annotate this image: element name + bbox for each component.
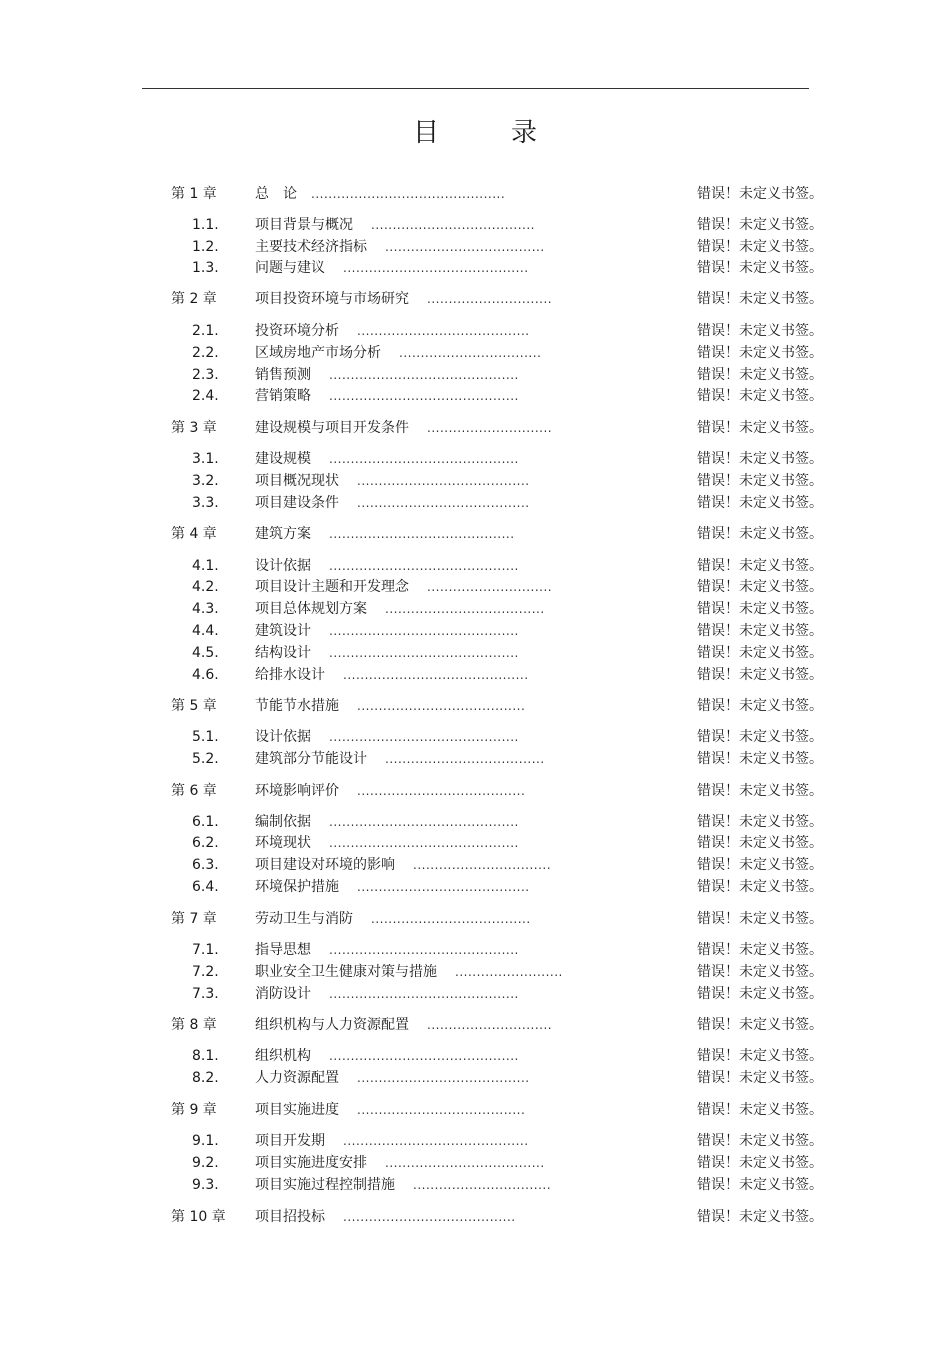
toc-chapter-row[interactable] bbox=[0, 418, 950, 438]
toc-dot-leader: ............................................ bbox=[329, 836, 519, 850]
toc-dot-leader: ........................................ bbox=[357, 496, 530, 510]
toc-entry-title: 人力资源配置 bbox=[255, 1070, 339, 1086]
toc-page-reference: 错误！未定义书签。 bbox=[697, 451, 823, 467]
toc-chapter-row[interactable] bbox=[0, 289, 950, 309]
toc-dot-leader: ..................................... bbox=[385, 752, 545, 766]
toc-page-reference: 错误！未定义书签。 bbox=[697, 814, 823, 830]
toc-section-row[interactable] bbox=[0, 1068, 950, 1088]
toc-chapter-row[interactable] bbox=[0, 909, 950, 929]
toc-section-row[interactable] bbox=[0, 386, 950, 406]
toc-entry-title: 项目建设对环境的影响 bbox=[255, 857, 395, 873]
toc-entry-title: 项目建设条件 bbox=[255, 495, 339, 511]
toc-dot-leader: ..................................... bbox=[385, 602, 545, 616]
toc-entry-number: 8.2. bbox=[192, 1070, 219, 1086]
toc-section-row[interactable] bbox=[0, 643, 950, 663]
toc-chapter-row[interactable] bbox=[0, 1100, 950, 1120]
toc-page-reference: 错误！未定义书签。 bbox=[697, 526, 823, 542]
toc-entry-title: 环境影响评价 bbox=[255, 783, 339, 799]
toc-entry-number: 4.4. bbox=[192, 623, 219, 639]
toc-dot-leader: ........................................... bbox=[343, 668, 529, 682]
toc-section-row[interactable] bbox=[0, 833, 950, 853]
toc-chapter-row[interactable] bbox=[0, 1015, 950, 1035]
toc-entry-number: 第 7 章 bbox=[171, 911, 217, 927]
toc-entry-number: 6.2. bbox=[192, 835, 219, 851]
toc-dot-leader: ........................................ bbox=[357, 880, 530, 894]
toc-chapter-row[interactable] bbox=[0, 524, 950, 544]
toc-page-reference: 错误！未定义书签。 bbox=[697, 323, 823, 339]
toc-page-reference: 错误！未定义书签。 bbox=[697, 1155, 823, 1171]
toc-dot-leader: ..................................... bbox=[371, 912, 531, 926]
toc-dot-leader: ............................................ bbox=[329, 559, 519, 573]
toc-page-reference: 错误！未定义书签。 bbox=[697, 345, 823, 361]
toc-entry-number: 第 3 章 bbox=[171, 420, 217, 436]
toc-entry-title: 劳动卫生与消防 bbox=[255, 911, 353, 927]
toc-dot-leader: ........................................... bbox=[343, 1134, 529, 1148]
toc-entry-number: 9.2. bbox=[192, 1155, 219, 1171]
toc-entry-number: 7.2. bbox=[192, 964, 219, 980]
toc-entry-number: 第 9 章 bbox=[171, 1102, 217, 1118]
toc-dot-leader: ........................................ bbox=[357, 324, 530, 338]
toc-entry-title: 项目招投标 bbox=[255, 1209, 325, 1225]
toc-entry-number: 2.4. bbox=[192, 388, 219, 404]
toc-entry-title: 节能节水措施 bbox=[255, 698, 339, 714]
toc-page-reference: 错误！未定义书签。 bbox=[697, 835, 823, 851]
toc-entry-number: 2.3. bbox=[192, 367, 219, 383]
toc-entry-title: 问题与建议 bbox=[255, 260, 325, 276]
toc-dot-leader: ........................................ bbox=[357, 1071, 530, 1085]
toc-entry-title: 环境现状 bbox=[255, 835, 311, 851]
toc-section-row[interactable] bbox=[0, 877, 950, 897]
toc-page-reference: 错误！未定义书签。 bbox=[697, 783, 823, 799]
toc-entry-number: 第 8 章 bbox=[171, 1017, 217, 1033]
toc-page-reference: 错误！未定义书签。 bbox=[697, 388, 823, 404]
toc-entry-number: 9.1. bbox=[192, 1133, 219, 1149]
title-char-1: 目 bbox=[412, 118, 439, 148]
toc-entry-title: 建筑方案 bbox=[255, 526, 311, 542]
toc-dot-leader: ............................................ bbox=[329, 452, 519, 466]
toc-dot-leader: ....................................... bbox=[357, 1103, 526, 1117]
toc-dot-leader: ............................................. bbox=[311, 187, 506, 201]
toc-section-row[interactable] bbox=[0, 493, 950, 513]
toc-dot-leader: ...................................... bbox=[371, 218, 535, 232]
toc-entry-number: 3.3. bbox=[192, 495, 219, 511]
toc-dot-leader: ........................................... bbox=[343, 261, 529, 275]
toc-dot-leader: ..................................... bbox=[385, 1156, 545, 1170]
toc-entry-number: 2.2. bbox=[192, 345, 219, 361]
toc-entry-title: 组织机构 bbox=[255, 1048, 311, 1064]
toc-dot-leader: ........................................ bbox=[357, 474, 530, 488]
toc-entry-title: 项目实施过程控制措施 bbox=[255, 1177, 395, 1193]
toc-page-reference: 错误！未定义书签。 bbox=[697, 667, 823, 683]
toc-entry-title: 销售预测 bbox=[255, 367, 311, 383]
toc-section-row[interactable] bbox=[0, 343, 950, 363]
toc-chapter-row[interactable] bbox=[0, 696, 950, 716]
toc-page-reference: 错误！未定义书签。 bbox=[697, 751, 823, 767]
toc-dot-leader: ....................................... bbox=[357, 784, 526, 798]
toc-dot-leader: ............................................ bbox=[329, 368, 519, 382]
toc-page-reference: 错误！未定义书签。 bbox=[697, 601, 823, 617]
toc-entry-title: 建筑部分节能设计 bbox=[255, 751, 367, 767]
toc-page-reference: 错误！未定义书签。 bbox=[697, 579, 823, 595]
page-title bbox=[0, 112, 950, 149]
toc-page-reference: 错误！未定义书签。 bbox=[697, 1048, 823, 1064]
toc-entry-number: 1.3. bbox=[192, 260, 219, 276]
toc-dot-leader: ............................. bbox=[427, 421, 553, 435]
toc-page-reference: 错误！未定义书签。 bbox=[697, 942, 823, 958]
toc-page-reference: 错误！未定义书签。 bbox=[697, 986, 823, 1002]
toc-page-reference: 错误！未定义书签。 bbox=[697, 1102, 823, 1118]
toc-dot-leader: ..................................... bbox=[385, 240, 545, 254]
toc-entry-title: 设计依据 bbox=[255, 729, 311, 745]
toc-section-row[interactable] bbox=[0, 665, 950, 685]
toc-entry-number: 2.1. bbox=[192, 323, 219, 339]
toc-section-row[interactable] bbox=[0, 599, 950, 619]
toc-dot-leader: ............................................ bbox=[329, 624, 519, 638]
toc-entry-title: 项目背景与概况 bbox=[255, 217, 353, 233]
toc-entry-number: 3.1. bbox=[192, 451, 219, 467]
toc-section-row[interactable] bbox=[0, 812, 950, 832]
toc-page-reference: 错误！未定义书签。 bbox=[697, 260, 823, 276]
toc-section-row[interactable] bbox=[0, 577, 950, 597]
toc-section-row[interactable] bbox=[0, 556, 950, 576]
toc-page-reference: 错误！未定义书签。 bbox=[697, 420, 823, 436]
toc-entry-number: 第 10 章 bbox=[171, 1209, 226, 1225]
toc-dot-leader: ............................................ bbox=[329, 389, 519, 403]
toc-entry-title: 建设规模 bbox=[255, 451, 311, 467]
toc-page-reference: 错误！未定义书签。 bbox=[697, 239, 823, 255]
toc-entry-number: 5.1. bbox=[192, 729, 219, 745]
toc-section-row[interactable] bbox=[0, 984, 950, 1004]
toc-page-reference: 错误！未定义书签。 bbox=[697, 964, 823, 980]
toc-entry-title: 项目设计主题和开发理念 bbox=[255, 579, 409, 595]
toc-page-reference: 错误！未定义书签。 bbox=[697, 186, 823, 202]
toc-entry-title: 结构设计 bbox=[255, 645, 311, 661]
toc-section-row[interactable] bbox=[0, 962, 950, 982]
toc-dot-leader: ................................ bbox=[413, 858, 552, 872]
toc-section-row[interactable] bbox=[0, 855, 950, 875]
toc-entry-number: 4.5. bbox=[192, 645, 219, 661]
toc-section-row[interactable] bbox=[0, 1046, 950, 1066]
toc-entry-number: 第 2 章 bbox=[171, 291, 217, 307]
toc-dot-leader: ........................................... bbox=[329, 527, 515, 541]
toc-dot-leader: ............................................ bbox=[329, 1049, 519, 1063]
toc-entry-title: 职业安全卫生健康对策与措施 bbox=[255, 964, 437, 980]
toc-dot-leader: ............................. bbox=[427, 1018, 553, 1032]
toc-section-row[interactable] bbox=[0, 1175, 950, 1195]
toc-dot-leader: ............................. bbox=[427, 292, 553, 306]
toc-entry-number: 4.3. bbox=[192, 601, 219, 617]
toc-section-row[interactable] bbox=[0, 365, 950, 385]
toc-section-row[interactable] bbox=[0, 727, 950, 747]
toc-page-reference: 错误！未定义书签。 bbox=[697, 1070, 823, 1086]
toc-entry-title: 设计依据 bbox=[255, 558, 311, 574]
toc-section-row[interactable] bbox=[0, 1153, 950, 1173]
toc-entry-number: 6.1. bbox=[192, 814, 219, 830]
toc-entry-title: 建设规模与项目开发条件 bbox=[255, 420, 409, 436]
toc-entry-title: 消防设计 bbox=[255, 986, 311, 1002]
toc-dot-leader: ........................................ bbox=[343, 1210, 516, 1224]
toc-entry-title: 项目总体规划方案 bbox=[255, 601, 367, 617]
toc-entry-number: 4.1. bbox=[192, 558, 219, 574]
toc-entry-title: 组织机构与人力资源配置 bbox=[255, 1017, 409, 1033]
toc-entry-number: 7.1. bbox=[192, 942, 219, 958]
toc-dot-leader: ............................................ bbox=[329, 987, 519, 1001]
toc-section-row[interactable] bbox=[0, 471, 950, 491]
toc-chapter-row[interactable] bbox=[0, 1207, 950, 1227]
toc-section-row[interactable] bbox=[0, 940, 950, 960]
toc-dot-leader: ......................... bbox=[455, 965, 563, 979]
toc-page-reference: 错误！未定义书签。 bbox=[697, 1177, 823, 1193]
toc-entry-number: 5.2. bbox=[192, 751, 219, 767]
toc-page-reference: 错误！未定义书签。 bbox=[697, 729, 823, 745]
toc-section-row[interactable] bbox=[0, 321, 950, 341]
toc-entry-title: 区域房地产市场分析 bbox=[255, 345, 381, 361]
toc-dot-leader: ............................................ bbox=[329, 730, 519, 744]
toc-entry-title: 营销策略 bbox=[255, 388, 311, 404]
toc-page-reference: 错误！未定义书签。 bbox=[697, 558, 823, 574]
toc-page-reference: 错误！未定义书签。 bbox=[697, 698, 823, 714]
title-char-2: 录 bbox=[511, 118, 538, 148]
toc-dot-leader: ................................. bbox=[399, 346, 542, 360]
toc-entry-number: 第 6 章 bbox=[171, 783, 217, 799]
toc-entry-number: 第 4 章 bbox=[171, 526, 217, 542]
toc-page-reference: 错误！未定义书签。 bbox=[697, 1209, 823, 1225]
toc-entry-title: 环境保护措施 bbox=[255, 879, 339, 895]
toc-entry-number: 7.3. bbox=[192, 986, 219, 1002]
toc-entry-number: 3.2. bbox=[192, 473, 219, 489]
toc-page-reference: 错误！未定义书签。 bbox=[697, 645, 823, 661]
toc-page-reference: 错误！未定义书签。 bbox=[697, 367, 823, 383]
toc-entry-number: 8.1. bbox=[192, 1048, 219, 1064]
toc-entry-number: 4.6. bbox=[192, 667, 219, 683]
toc-page-reference: 错误！未定义书签。 bbox=[697, 291, 823, 307]
toc-page-reference: 错误！未定义书签。 bbox=[697, 1017, 823, 1033]
toc-page-reference: 错误！未定义书签。 bbox=[697, 495, 823, 511]
toc-entry-title: 总 论 bbox=[255, 186, 297, 202]
toc-entry-title: 给排水设计 bbox=[255, 667, 325, 683]
toc-dot-leader: ............................................ bbox=[329, 646, 519, 660]
toc-entry-number: 第 5 章 bbox=[171, 698, 217, 714]
toc-dot-leader: ............................................ bbox=[329, 815, 519, 829]
toc-entry-title: 建筑设计 bbox=[255, 623, 311, 639]
toc-section-row[interactable] bbox=[0, 449, 950, 469]
toc-page-reference: 错误！未定义书签。 bbox=[697, 623, 823, 639]
toc-entry-title: 指导思想 bbox=[255, 942, 311, 958]
toc-section-row[interactable] bbox=[0, 215, 950, 235]
toc-entry-title: 项目开发期 bbox=[255, 1133, 325, 1149]
toc-entry-number: 4.2. bbox=[192, 579, 219, 595]
toc-entry-number: 9.3. bbox=[192, 1177, 219, 1193]
toc-page-reference: 错误！未定义书签。 bbox=[697, 217, 823, 233]
toc-entry-number: 6.4. bbox=[192, 879, 219, 895]
toc-page-reference: 错误！未定义书签。 bbox=[697, 879, 823, 895]
toc-entry-number: 1.2. bbox=[192, 239, 219, 255]
toc-dot-leader: ............................................ bbox=[329, 943, 519, 957]
toc-entry-title: 主要技术经济指标 bbox=[255, 239, 367, 255]
toc-page-reference: 错误！未定义书签。 bbox=[697, 857, 823, 873]
toc-chapter-row[interactable] bbox=[0, 781, 950, 801]
toc-entry-title: 项目概况现状 bbox=[255, 473, 339, 489]
toc-section-row[interactable] bbox=[0, 621, 950, 641]
toc-section-row[interactable] bbox=[0, 749, 950, 769]
toc-dot-leader: ............................. bbox=[427, 580, 553, 594]
toc-entry-title: 项目实施进度 bbox=[255, 1102, 339, 1118]
toc-entry-title: 编制依据 bbox=[255, 814, 311, 830]
toc-dot-leader: ................................ bbox=[413, 1178, 552, 1192]
toc-entry-title: 项目投资环境与市场研究 bbox=[255, 291, 409, 307]
toc-entry-number: 1.1. bbox=[192, 217, 219, 233]
toc-dot-leader: ....................................... bbox=[357, 699, 526, 713]
toc-entry-number: 6.3. bbox=[192, 857, 219, 873]
toc-chapter-row[interactable] bbox=[0, 184, 950, 204]
toc-section-row[interactable] bbox=[0, 258, 950, 278]
toc-page-reference: 错误！未定义书签。 bbox=[697, 911, 823, 927]
toc-section-row[interactable] bbox=[0, 237, 950, 257]
toc-entry-number: 第 1 章 bbox=[171, 186, 217, 202]
toc-entry-title: 项目实施进度安排 bbox=[255, 1155, 367, 1171]
toc-section-row[interactable] bbox=[0, 1131, 950, 1151]
toc-entry-title: 投资环境分析 bbox=[255, 323, 339, 339]
header-rule bbox=[142, 88, 809, 89]
toc-page-reference: 错误！未定义书签。 bbox=[697, 1133, 823, 1149]
toc-page-reference: 错误！未定义书签。 bbox=[697, 473, 823, 489]
